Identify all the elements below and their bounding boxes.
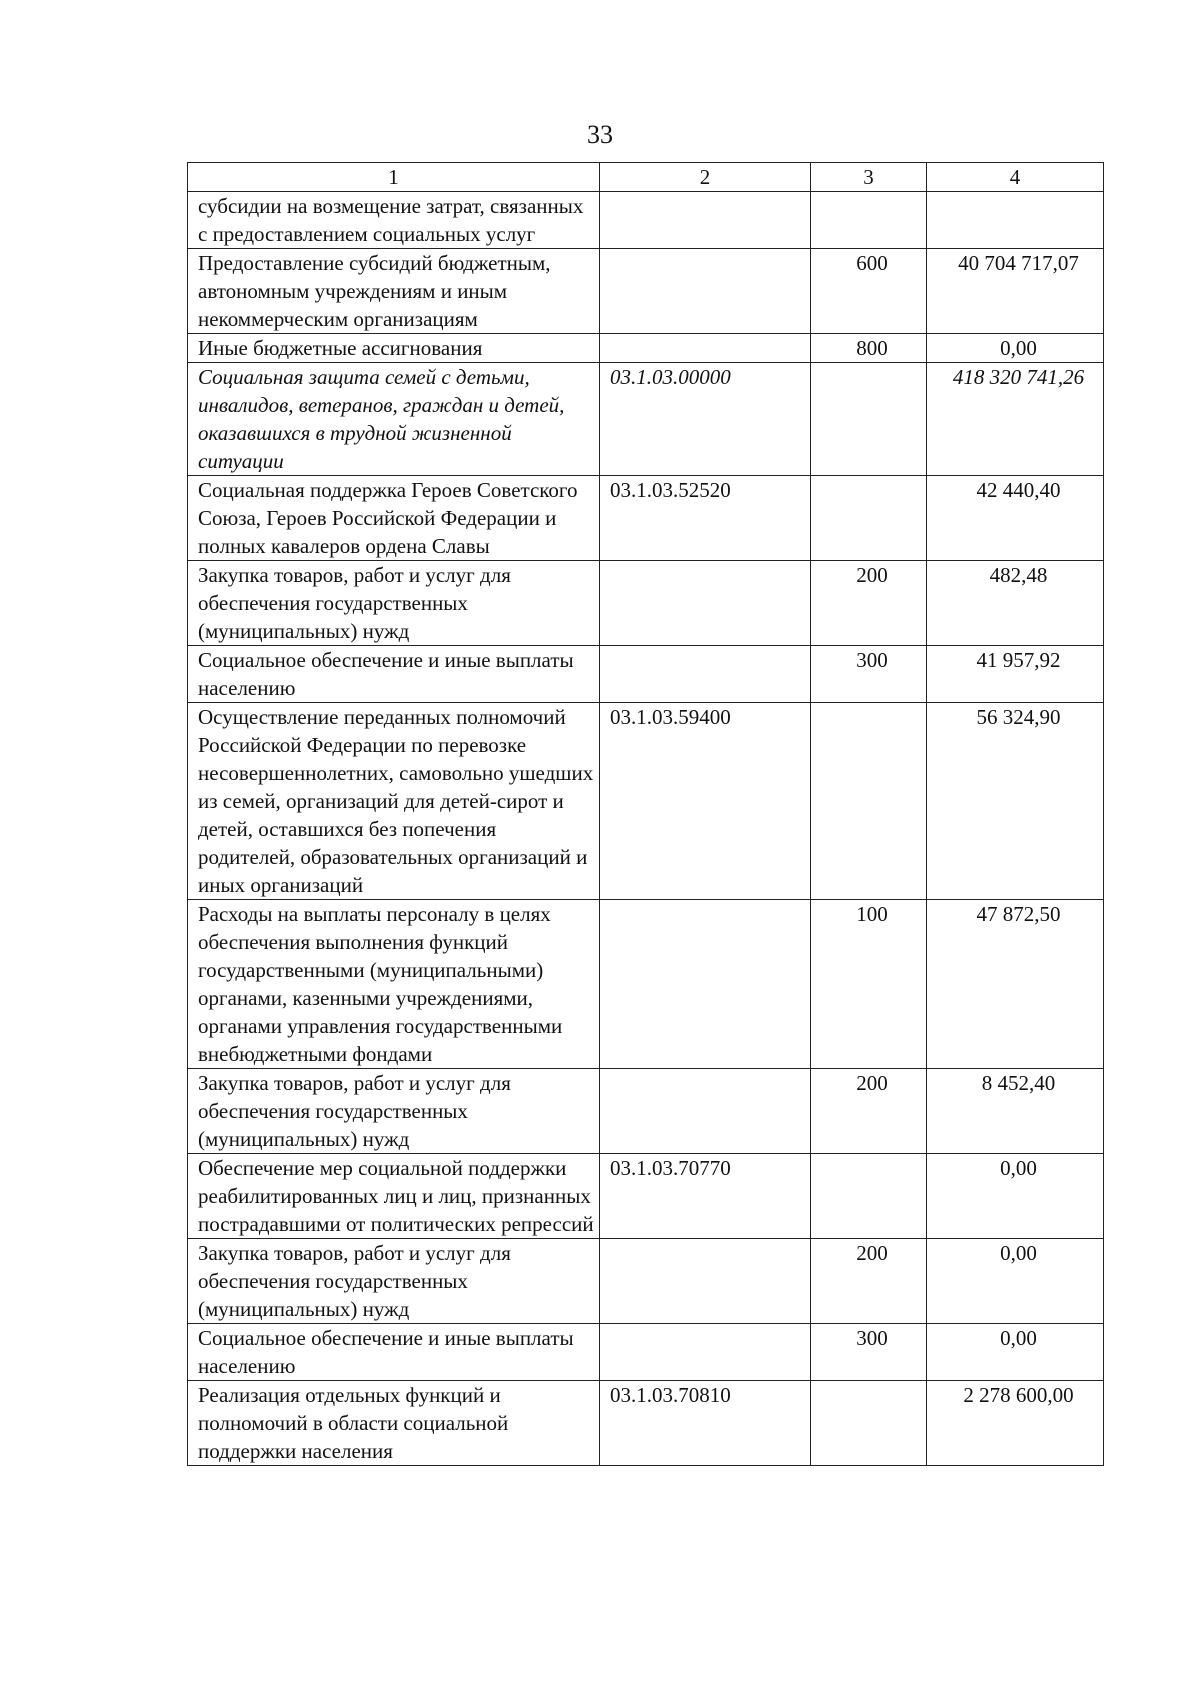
row-amount-cell: 0,00 bbox=[927, 1239, 1104, 1324]
table-row bbox=[188, 476, 1104, 561]
row-name-cell: Предоставление субсидий бюджетным, автономным учреждениям и иным некоммерческим организациям bbox=[188, 249, 600, 334]
row-amount-cell: 0,00 bbox=[927, 1324, 1104, 1381]
row-name-cell: Реализация отдельных функций и полномочий в области социальной поддержки населения bbox=[188, 1381, 600, 1466]
row-name-cell: Обеспечение мер социальной поддержки реабилитированных лиц и лиц, признанных пострадавшими от политических репрессий bbox=[188, 1154, 600, 1239]
row-amount-cell: 482,48 bbox=[927, 561, 1104, 646]
row-amount-cell: 8 452,40 bbox=[927, 1069, 1104, 1154]
row-amount-cell: 0,00 bbox=[927, 1154, 1104, 1239]
row-amount-cell bbox=[927, 192, 1104, 249]
row-code-cell: 03.1.03.70770 bbox=[600, 1154, 811, 1239]
row-type-cell: 200 bbox=[811, 561, 927, 646]
budget-table bbox=[187, 162, 1104, 1466]
table-row bbox=[188, 1069, 1104, 1154]
row-amount-cell: 47 872,50 bbox=[927, 900, 1104, 1069]
row-code-cell: 03.1.03.59400 bbox=[600, 703, 811, 900]
row-name-cell: Социальная защита семей с детьми, инвалидов, ветеранов, граждан и детей, оказавшихся в трудной жизненной ситуации bbox=[188, 363, 600, 476]
column-header-1: 1 bbox=[188, 163, 600, 192]
row-amount-cell: 40 704 717,07 bbox=[927, 249, 1104, 334]
row-code-cell bbox=[600, 561, 811, 646]
row-code-cell bbox=[600, 192, 811, 249]
row-type-cell bbox=[811, 1381, 927, 1466]
row-code-cell: 03.1.03.70810 bbox=[600, 1381, 811, 1466]
table-body bbox=[188, 192, 1104, 1466]
row-type-cell: 300 bbox=[811, 646, 927, 703]
table-row bbox=[188, 192, 1104, 249]
row-type-cell: 200 bbox=[811, 1069, 927, 1154]
column-header-2: 2 bbox=[600, 163, 811, 192]
table-row bbox=[188, 1381, 1104, 1466]
row-name-cell: Закупка товаров, работ и услуг для обеспечения государственных (муниципальных) нужд bbox=[188, 1239, 600, 1324]
row-type-cell: 100 bbox=[811, 900, 927, 1069]
table-row bbox=[188, 363, 1104, 476]
row-name-cell: Закупка товаров, работ и услуг для обеспечения государственных (муниципальных) нужд bbox=[188, 561, 600, 646]
row-code-cell bbox=[600, 1324, 811, 1381]
row-type-cell: 600 bbox=[811, 249, 927, 334]
table-row bbox=[188, 1324, 1104, 1381]
row-type-cell bbox=[811, 363, 927, 476]
row-code-cell: 03.1.03.00000 bbox=[600, 363, 811, 476]
row-code-cell bbox=[600, 249, 811, 334]
table-header bbox=[188, 163, 1104, 192]
row-name-cell: Расходы на выплаты персоналу в целях обеспечения выполнения функций государственными (муниципальными) органами, казенными учреждениями, органами управления государственными внебюджетными фондами bbox=[188, 900, 600, 1069]
row-type-cell bbox=[811, 192, 927, 249]
row-amount-cell: 42 440,40 bbox=[927, 476, 1104, 561]
table-row bbox=[188, 334, 1104, 363]
row-code-cell bbox=[600, 1069, 811, 1154]
row-code-cell: 03.1.03.52520 bbox=[600, 476, 811, 561]
row-name-cell: Социальная поддержка Героев Советского Союза, Героев Российской Федерации и полных кавалеров ордена Славы bbox=[188, 476, 600, 561]
table-row bbox=[188, 1239, 1104, 1324]
table-row bbox=[188, 703, 1104, 900]
row-code-cell bbox=[600, 646, 811, 703]
row-name-cell: субсидии на возмещение затрат, связанных с предоставлением социальных услуг bbox=[188, 192, 600, 249]
row-name-cell: Осуществление переданных полномочий Российской Федерации по перевозке несовершеннолетних, самовольно ушедших из семей, организаций для детей-сирот и детей, оставшихся без попечения родителей, образовательных организаций и иных организаций bbox=[188, 703, 600, 900]
row-type-cell: 300 bbox=[811, 1324, 927, 1381]
row-code-cell bbox=[600, 900, 811, 1069]
column-header-3: 3 bbox=[811, 163, 927, 192]
row-type-cell: 200 bbox=[811, 1239, 927, 1324]
page-number: 33 bbox=[587, 120, 613, 149]
table-row bbox=[188, 900, 1104, 1069]
row-name-cell: Социальное обеспечение и иные выплаты населению bbox=[188, 646, 600, 703]
row-amount-cell: 418 320 741,26 bbox=[927, 363, 1104, 476]
row-code-cell bbox=[600, 334, 811, 363]
row-name-cell: Иные бюджетные ассигнования bbox=[188, 334, 600, 363]
row-amount-cell: 0,00 bbox=[927, 334, 1104, 363]
row-amount-cell: 56 324,90 bbox=[927, 703, 1104, 900]
table-row bbox=[188, 646, 1104, 703]
row-amount-cell: 2 278 600,00 bbox=[927, 1381, 1104, 1466]
row-type-cell: 800 bbox=[811, 334, 927, 363]
row-amount-cell: 41 957,92 bbox=[927, 646, 1104, 703]
column-header-4: 4 bbox=[927, 163, 1104, 192]
table-row bbox=[188, 561, 1104, 646]
row-type-cell bbox=[811, 476, 927, 561]
row-type-cell bbox=[811, 703, 927, 900]
row-type-cell bbox=[811, 1154, 927, 1239]
row-name-cell: Социальное обеспечение и иные выплаты населению bbox=[188, 1324, 600, 1381]
table-row bbox=[188, 249, 1104, 334]
header-row bbox=[188, 163, 1104, 192]
row-name-cell: Закупка товаров, работ и услуг для обеспечения государственных (муниципальных) нужд bbox=[188, 1069, 600, 1154]
table-row bbox=[188, 1154, 1104, 1239]
row-code-cell bbox=[600, 1239, 811, 1324]
